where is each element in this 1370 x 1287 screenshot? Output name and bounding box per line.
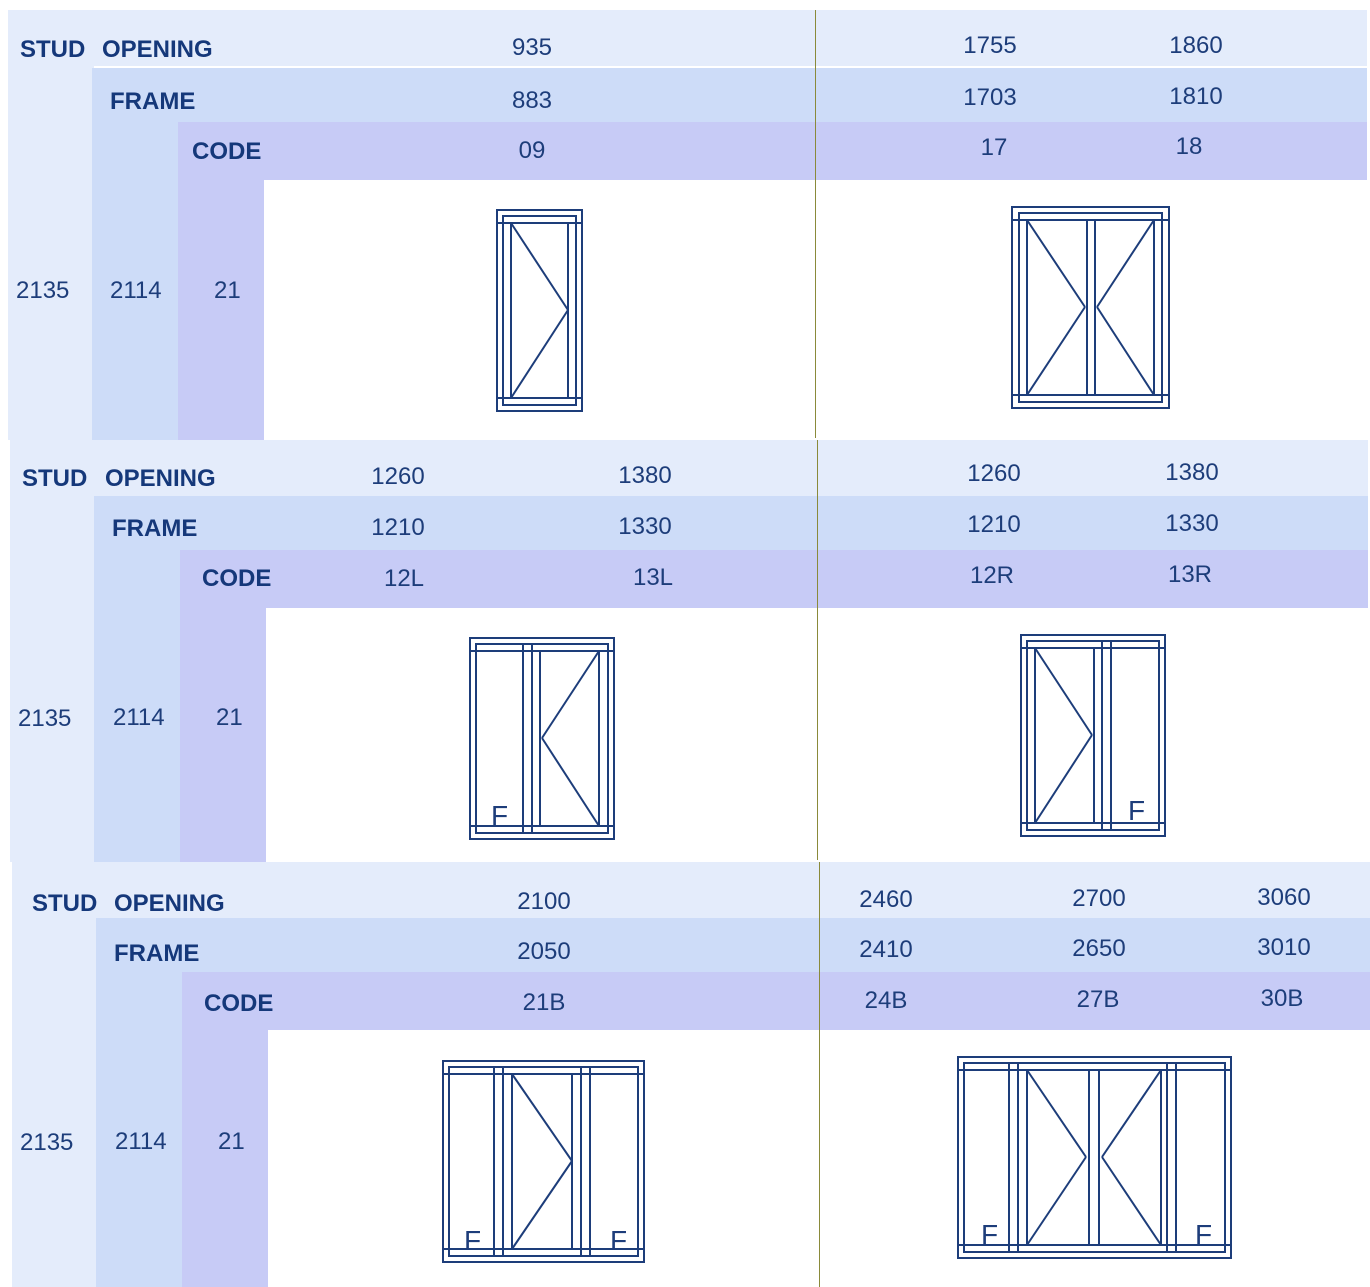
code-label: CODE [202, 565, 272, 592]
frame-height: 2114 [113, 704, 165, 731]
door-code: 12L [383, 565, 425, 592]
stud-height: 2135 [20, 1129, 74, 1156]
door-code: 09 [518, 137, 546, 164]
code-band [182, 972, 1370, 1030]
opening-width: 1380 [1165, 459, 1219, 486]
door-code: 18 [1175, 133, 1203, 160]
frame-width: 1703 [963, 84, 1017, 111]
stud-label: STUD [20, 36, 86, 63]
double-door-diagram [1011, 206, 1170, 409]
door-with-sidelight-left-diagram [469, 637, 615, 840]
frame-label: FRAME [110, 88, 196, 115]
opening-width: 2700 [1072, 885, 1126, 912]
code-label: CODE [192, 138, 262, 165]
frame-width: 1330 [1165, 510, 1219, 537]
door-with-sidelight-right-diagram [1020, 634, 1166, 837]
opening-width: 1260 [371, 463, 425, 490]
opening-width: 2460 [859, 886, 913, 913]
frame-width: 883 [511, 87, 553, 114]
frame-band [96, 918, 1370, 974]
code-label: CODE [204, 990, 274, 1017]
stud-column [12, 862, 98, 1287]
section-divider [819, 862, 820, 1287]
stud-label: STUD [22, 465, 88, 492]
section-divider [815, 10, 816, 438]
stud-label: STUD [32, 890, 98, 917]
fixed-panel-label: F [981, 1219, 999, 1250]
code-height: 21 [216, 704, 243, 731]
section-divider [817, 440, 818, 860]
stud-height: 2135 [16, 277, 70, 304]
door-code: 21B [522, 989, 566, 1016]
door-with-two-sidelights-diagram [442, 1060, 645, 1263]
door-code: 12R [969, 562, 1015, 589]
frame-width: 2410 [859, 936, 913, 963]
opening-width: 1860 [1169, 32, 1223, 59]
frame-width: 2650 [1072, 935, 1126, 962]
frame-column [92, 68, 180, 440]
frame-width: 3010 [1257, 934, 1311, 961]
opening-width: 2100 [517, 888, 571, 915]
fixed-panel-label: F [491, 800, 509, 831]
frame-column [94, 496, 182, 862]
door-code: 13L [632, 564, 674, 591]
opening-width: 1755 [963, 32, 1017, 59]
frame-label: FRAME [112, 515, 198, 542]
single-door-diagram [496, 209, 583, 412]
opening-width: 3060 [1257, 884, 1311, 911]
fixed-panel-label: F [1195, 1219, 1213, 1250]
opening-label: OPENING [114, 890, 225, 917]
code-height: 21 [214, 277, 241, 304]
stud-height: 2135 [18, 705, 72, 732]
opening-label: OPENING [105, 465, 216, 492]
frame-width: 1210 [967, 511, 1021, 538]
double-door-with-sidelights-diagram [957, 1056, 1232, 1259]
opening-width: 1380 [618, 462, 672, 489]
door-code: 30B [1260, 985, 1304, 1012]
frame-width: 1330 [618, 513, 672, 540]
door-code: 27B [1076, 986, 1120, 1013]
code-height: 21 [218, 1128, 245, 1155]
door-code: 13R [1167, 561, 1213, 588]
stud-column [8, 10, 94, 440]
frame-height: 2114 [115, 1128, 167, 1155]
door-code: 24B [864, 987, 908, 1014]
frame-width: 1810 [1169, 83, 1223, 110]
stud-column [10, 440, 96, 862]
door-code: 17 [980, 134, 1008, 161]
fixed-panel-label: F [1128, 795, 1146, 826]
frame-width: 2050 [517, 938, 571, 965]
opening-width: 1260 [967, 460, 1021, 487]
fixed-panel-label: F [464, 1225, 482, 1256]
opening-width: 935 [511, 34, 553, 61]
frame-column [96, 918, 184, 1287]
frame-width: 1210 [371, 514, 425, 541]
opening-label: OPENING [102, 36, 213, 63]
frame-label: FRAME [114, 940, 200, 967]
fixed-panel-label: F [610, 1225, 628, 1256]
frame-height: 2114 [110, 277, 162, 304]
